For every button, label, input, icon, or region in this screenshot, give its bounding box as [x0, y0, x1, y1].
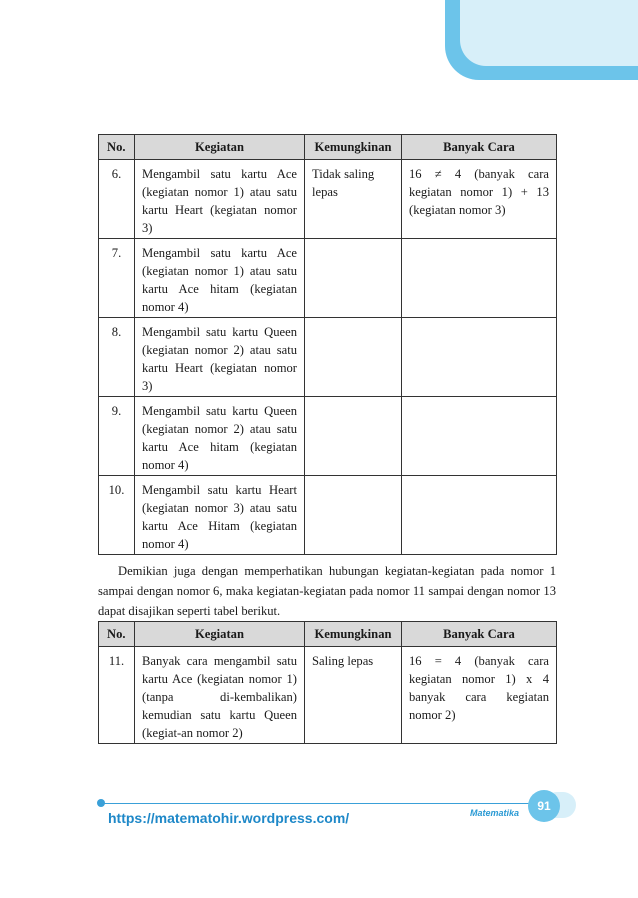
- row-number: 10.: [99, 476, 135, 555]
- row-banyak-cara: 16 = 4 (banyak cara kegiatan nomor 1) x 4 banyak cara kegiatan nomor 2): [402, 647, 557, 744]
- header-no: No.: [99, 622, 135, 647]
- footer-divider: [103, 803, 533, 804]
- row-number: 7.: [99, 239, 135, 318]
- header-banyak-cara: Banyak Cara: [402, 135, 557, 160]
- footer-url-link[interactable]: https://matematohir.wordpress.com/: [108, 810, 350, 826]
- row-kemungkinan: [305, 476, 402, 555]
- row-kegiatan: Mengambil satu kartu Queen (kegiatan nomor 2) atau satu kartu Ace hitam (kegiatan nomor 4): [135, 397, 305, 476]
- activity-table-2: [98, 621, 557, 744]
- header-no: No.: [99, 135, 135, 160]
- header-banyak-cara: Banyak Cara: [402, 622, 557, 647]
- row-kegiatan: Banyak cara mengambil satu kartu Ace (kegiatan nomor 1) (tanpa di-kembalikan) kemudian satu kartu Queen (kegiat-an nomor 2): [135, 647, 305, 744]
- table-header-row: [99, 135, 557, 160]
- table-row: [99, 476, 557, 555]
- row-number: 9.: [99, 397, 135, 476]
- row-banyak-cara: [402, 476, 557, 555]
- row-kemungkinan: [305, 397, 402, 476]
- header-kegiatan: Kegiatan: [135, 622, 305, 647]
- header-kemungkinan: Kemungkinan: [305, 135, 402, 160]
- row-number: 11.: [99, 647, 135, 744]
- header-kegiatan: Kegiatan: [135, 135, 305, 160]
- table-row: [99, 318, 557, 397]
- row-banyak-cara: [402, 318, 557, 397]
- row-banyak-cara: 16 ≠ 4 (banyak cara kegiatan nomor 1) + 13 (kegiatan nomor 3): [402, 160, 557, 239]
- body-paragraph: [98, 561, 556, 621]
- row-banyak-cara: [402, 397, 557, 476]
- row-banyak-cara: [402, 239, 557, 318]
- table-row: [99, 160, 557, 239]
- activity-table-1: [98, 134, 557, 555]
- paragraph-text: Demikian juga dengan memperhatikan hubungan kegiatan-kegiatan pada nomor 1 sampai dengan nomor 6, maka kegiatan-kegiatan pada nomor 11 sampai dengan nomor 13 dapat disajikan seperti tabel berikut.: [98, 564, 556, 618]
- row-kegiatan: Mengambil satu kartu Heart (kegiatan nomor 3) atau satu kartu Ace Hitam (kegiatan nomor 4): [135, 476, 305, 555]
- row-kemungkinan: [305, 318, 402, 397]
- page-number: 91: [528, 790, 560, 822]
- row-kemungkinan: Tidak saling lepas: [305, 160, 402, 239]
- row-kemungkinan: Saling lepas: [305, 647, 402, 744]
- row-kegiatan: Mengambil satu kartu Ace (kegiatan nomor 1) atau satu kartu Ace hitam (kegiatan nomor 4): [135, 239, 305, 318]
- row-kegiatan: Mengambil satu kartu Ace (kegiatan nomor 1) atau satu kartu Heart (kegiatan nomor 3): [135, 160, 305, 239]
- corner-decoration-inner: [460, 0, 638, 66]
- footer-subject: Matematika: [470, 808, 520, 818]
- table-row: [99, 647, 557, 744]
- row-number: 6.: [99, 160, 135, 239]
- row-kemungkinan: [305, 239, 402, 318]
- row-kegiatan: Mengambil satu kartu Queen (kegiatan nomor 2) atau satu kartu Heart (kegiatan nomor 3): [135, 318, 305, 397]
- row-number: 8.: [99, 318, 135, 397]
- table-header-row: [99, 622, 557, 647]
- table-row: [99, 397, 557, 476]
- table-row: [99, 239, 557, 318]
- header-kemungkinan: Kemungkinan: [305, 622, 402, 647]
